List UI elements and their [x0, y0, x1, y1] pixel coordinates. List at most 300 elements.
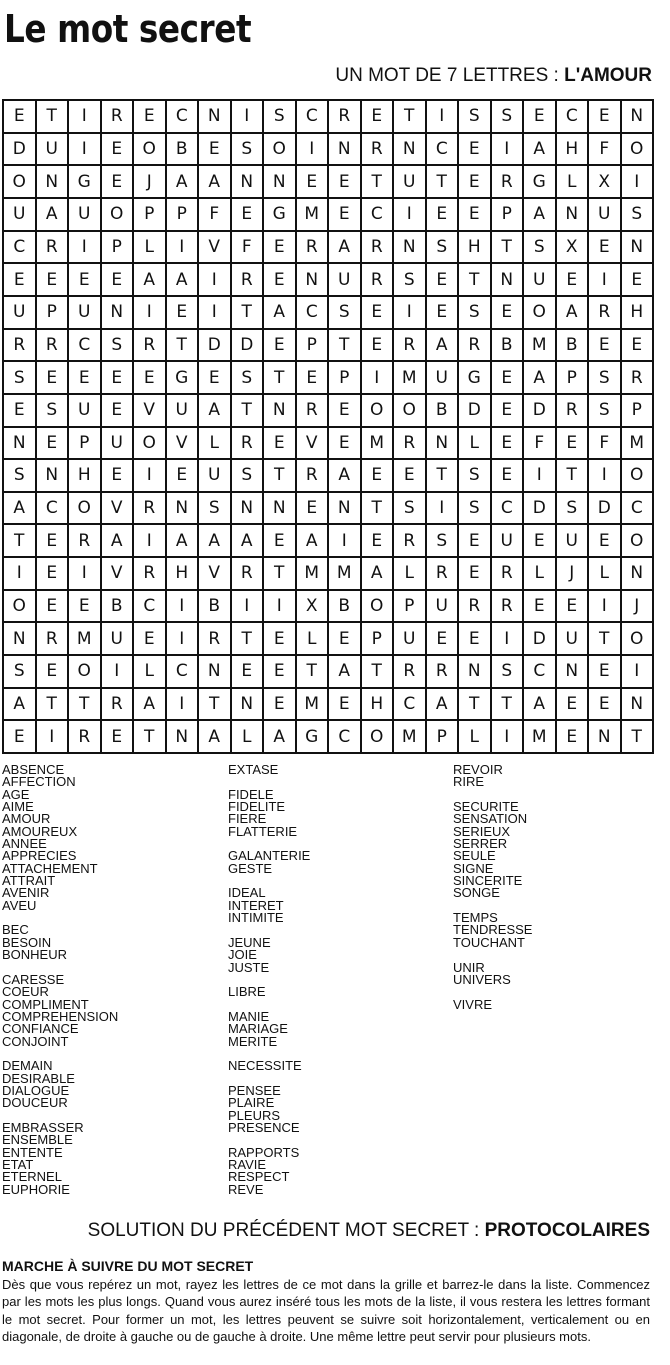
grid-cell[interactable]: E [492, 460, 525, 493]
word-list-item[interactable]: FLATTERIE [228, 823, 298, 839]
grid-cell[interactable]: S [459, 493, 492, 526]
grid-cell[interactable]: I [167, 232, 200, 265]
grid-cell[interactable]: E [102, 134, 135, 167]
grid-cell[interactable]: R [459, 591, 492, 624]
grid-cell[interactable]: P [329, 362, 362, 395]
grid-cell[interactable]: E [37, 525, 70, 558]
grid-cell[interactable]: I [427, 101, 460, 134]
word-list-item[interactable]: AMOUR [2, 811, 51, 827]
grid-cell[interactable]: B [492, 330, 525, 363]
grid-cell[interactable]: N [622, 689, 655, 722]
word-list-item[interactable]: SENSATION [453, 811, 528, 827]
grid-cell[interactable]: E [264, 689, 297, 722]
word-list-item[interactable]: ETAT [2, 1157, 34, 1172]
grid-cell[interactable]: G [69, 166, 102, 199]
grid-cell[interactable]: E [329, 428, 362, 461]
grid-cell[interactable]: R [394, 428, 427, 461]
word-list-item[interactable]: UNIR [453, 959, 485, 975]
grid-cell[interactable]: P [297, 330, 330, 363]
grid-cell[interactable]: I [622, 166, 655, 199]
word-list-item[interactable]: EXTASE [228, 762, 279, 777]
word-list-item[interactable]: COMPREHENSION [2, 1008, 119, 1024]
word-list-item[interactable]: AVENIR [2, 885, 50, 901]
grid-cell[interactable]: S [4, 362, 37, 395]
grid-cell[interactable]: N [394, 134, 427, 167]
grid-cell[interactable]: L [199, 428, 232, 461]
grid-cell[interactable]: N [199, 101, 232, 134]
word-list-item[interactable]: REVOIR [453, 762, 503, 777]
grid-cell[interactable]: E [37, 558, 70, 591]
grid-cell[interactable]: A [524, 362, 557, 395]
grid-cell[interactable]: C [134, 591, 167, 624]
grid-cell[interactable]: X [589, 166, 622, 199]
grid-cell[interactable]: V [199, 232, 232, 265]
grid-cell[interactable]: S [622, 199, 655, 232]
grid-cell[interactable]: H [362, 689, 395, 722]
grid-cell[interactable]: O [362, 591, 395, 624]
grid-cell[interactable]: E [459, 166, 492, 199]
grid-cell[interactable]: A [427, 330, 460, 363]
grid-cell[interactable]: C [167, 656, 200, 689]
grid-cell[interactable]: I [69, 232, 102, 265]
grid-cell[interactable]: T [622, 721, 655, 754]
grid-cell[interactable]: B [329, 591, 362, 624]
grid-cell[interactable]: E [37, 362, 70, 395]
grid-cell[interactable]: I [69, 134, 102, 167]
word-list-item[interactable]: ENSEMBLE [2, 1132, 73, 1148]
grid-cell[interactable]: I [589, 591, 622, 624]
grid-cell[interactable]: C [362, 199, 395, 232]
grid-cell[interactable]: T [232, 297, 265, 330]
grid-cell[interactable]: M [297, 558, 330, 591]
word-list-item[interactable]: FIERE [228, 811, 267, 827]
grid-cell[interactable]: E [264, 232, 297, 265]
word-list-item[interactable]: ETERNEL [2, 1169, 62, 1185]
grid-cell[interactable]: S [492, 101, 525, 134]
grid-cell[interactable]: O [524, 297, 557, 330]
grid-cell[interactable]: V [102, 558, 135, 591]
grid-cell[interactable]: T [167, 330, 200, 363]
word-list-item[interactable]: JOIE [228, 947, 257, 963]
grid-cell[interactable]: R [557, 395, 590, 428]
grid-cell[interactable]: V [199, 558, 232, 591]
grid-cell[interactable]: E [102, 264, 135, 297]
grid-cell[interactable]: E [622, 330, 655, 363]
word-list-item[interactable]: VIVRE [453, 996, 493, 1012]
word-list-item[interactable]: INTIMITE [228, 910, 284, 926]
grid-cell[interactable]: C [394, 689, 427, 722]
word-list-item[interactable]: AIME [2, 799, 34, 815]
grid-cell[interactable]: E [589, 689, 622, 722]
grid-cell[interactable]: N [427, 428, 460, 461]
grid-cell[interactable]: B [199, 591, 232, 624]
grid-cell[interactable]: E [492, 297, 525, 330]
grid-cell[interactable]: S [589, 395, 622, 428]
grid-cell[interactable]: A [524, 689, 557, 722]
grid-cell[interactable]: U [557, 525, 590, 558]
word-list-item[interactable]: PLEURS [228, 1107, 281, 1123]
grid-cell[interactable]: T [459, 689, 492, 722]
grid-cell[interactable]: C [297, 101, 330, 134]
grid-cell[interactable]: U [427, 591, 460, 624]
grid-cell[interactable]: C [329, 721, 362, 754]
grid-cell[interactable]: R [102, 101, 135, 134]
grid-cell[interactable]: I [427, 493, 460, 526]
grid-cell[interactable]: E [69, 264, 102, 297]
grid-cell[interactable]: S [264, 101, 297, 134]
grid-cell[interactable]: V [134, 395, 167, 428]
grid-cell[interactable]: E [167, 460, 200, 493]
grid-cell[interactable]: R [362, 232, 395, 265]
grid-cell[interactable]: I [622, 656, 655, 689]
word-list-item[interactable]: AMOUREUX [2, 823, 78, 839]
grid-cell[interactable]: R [492, 166, 525, 199]
word-list-item[interactable]: NECESSITE [228, 1058, 302, 1074]
grid-cell[interactable]: E [264, 525, 297, 558]
grid-cell[interactable]: U [524, 264, 557, 297]
grid-cell[interactable]: E [362, 330, 395, 363]
word-list-item[interactable]: PRESENCE [228, 1119, 300, 1135]
grid-cell[interactable]: S [459, 297, 492, 330]
grid-cell[interactable]: T [199, 689, 232, 722]
grid-cell[interactable]: E [362, 460, 395, 493]
grid-cell[interactable]: I [589, 460, 622, 493]
grid-cell[interactable]: I [134, 460, 167, 493]
grid-cell[interactable]: T [362, 166, 395, 199]
grid-cell[interactable]: E [37, 656, 70, 689]
grid-cell[interactable]: I [4, 558, 37, 591]
word-list-item[interactable]: GALANTERIE [228, 848, 311, 864]
grid-cell[interactable]: I [394, 199, 427, 232]
word-list-item[interactable]: CARESSE [2, 971, 65, 987]
grid-cell[interactable]: S [427, 232, 460, 265]
grid-cell[interactable]: R [4, 330, 37, 363]
grid-cell[interactable]: M [362, 428, 395, 461]
grid-cell[interactable]: M [524, 330, 557, 363]
grid-cell[interactable]: I [362, 362, 395, 395]
grid-cell[interactable]: O [622, 623, 655, 656]
word-list-item[interactable]: TENDRESSE [453, 922, 533, 938]
grid-cell[interactable]: S [394, 264, 427, 297]
word-list-item[interactable]: REVE [228, 1181, 264, 1197]
word-list-item[interactable]: DOUCEUR [2, 1095, 68, 1111]
grid-cell[interactable]: N [589, 721, 622, 754]
grid-cell[interactable]: N [329, 134, 362, 167]
grid-cell[interactable]: U [199, 460, 232, 493]
grid-cell[interactable]: R [199, 623, 232, 656]
grid-cell[interactable]: H [167, 558, 200, 591]
grid-cell[interactable]: L [297, 623, 330, 656]
grid-cell[interactable]: E [589, 525, 622, 558]
grid-cell[interactable]: U [394, 623, 427, 656]
grid-cell[interactable]: E [427, 623, 460, 656]
grid-cell[interactable]: S [329, 297, 362, 330]
grid-cell[interactable]: P [134, 199, 167, 232]
grid-cell[interactable]: S [232, 134, 265, 167]
grid-cell[interactable]: R [297, 395, 330, 428]
grid-cell[interactable]: O [102, 199, 135, 232]
word-list-item[interactable]: INTERET [228, 897, 284, 913]
grid-cell[interactable]: E [264, 623, 297, 656]
grid-cell[interactable]: A [329, 656, 362, 689]
grid-cell[interactable]: C [69, 330, 102, 363]
grid-cell[interactable]: T [264, 460, 297, 493]
grid-cell[interactable]: A [167, 525, 200, 558]
grid-cell[interactable]: A [199, 395, 232, 428]
word-list-item[interactable]: PLAIRE [228, 1095, 275, 1111]
grid-cell[interactable]: R [37, 232, 70, 265]
grid-cell[interactable]: I [492, 623, 525, 656]
grid-cell[interactable]: I [589, 264, 622, 297]
word-list-item[interactable]: MERITE [228, 1033, 278, 1049]
grid-cell[interactable]: I [134, 525, 167, 558]
word-list-item[interactable]: SERRER [453, 836, 508, 852]
grid-cell[interactable]: T [297, 656, 330, 689]
grid-cell[interactable]: O [69, 493, 102, 526]
word-list-item[interactable]: JEUNE [228, 934, 271, 950]
grid-cell[interactable]: E [4, 264, 37, 297]
grid-cell[interactable]: D [524, 493, 557, 526]
grid-cell[interactable]: N [167, 493, 200, 526]
grid-cell[interactable]: B [427, 395, 460, 428]
grid-cell[interactable]: T [589, 623, 622, 656]
grid-cell[interactable]: L [589, 558, 622, 591]
grid-cell[interactable]: I [134, 297, 167, 330]
grid-cell[interactable]: E [102, 166, 135, 199]
grid-cell[interactable]: E [69, 591, 102, 624]
grid-cell[interactable]: I [524, 460, 557, 493]
grid-cell[interactable]: U [427, 362, 460, 395]
grid-cell[interactable]: U [4, 297, 37, 330]
grid-cell[interactable]: B [167, 134, 200, 167]
grid-cell[interactable]: O [4, 166, 37, 199]
grid-cell[interactable]: N [4, 428, 37, 461]
grid-cell[interactable]: S [459, 101, 492, 134]
grid-cell[interactable]: A [37, 199, 70, 232]
word-list-item[interactable]: GESTE [228, 860, 273, 876]
grid-cell[interactable]: O [4, 591, 37, 624]
word-list-item[interactable]: RESPECT [228, 1169, 290, 1185]
word-list-item[interactable]: RIRE [453, 774, 485, 790]
grid-cell[interactable]: T [232, 623, 265, 656]
grid-cell[interactable]: J [622, 591, 655, 624]
grid-cell[interactable]: E [524, 525, 557, 558]
grid-cell[interactable]: L [134, 656, 167, 689]
grid-cell[interactable]: R [102, 689, 135, 722]
grid-cell[interactable]: E [362, 101, 395, 134]
grid-cell[interactable]: L [394, 558, 427, 591]
grid-cell[interactable]: O [394, 395, 427, 428]
grid-cell[interactable]: C [167, 101, 200, 134]
grid-cell[interactable]: G [167, 362, 200, 395]
grid-cell[interactable]: P [69, 428, 102, 461]
word-list-item[interactable]: AGE [2, 786, 30, 802]
grid-cell[interactable]: O [264, 134, 297, 167]
grid-cell[interactable]: G [459, 362, 492, 395]
grid-cell[interactable]: R [394, 330, 427, 363]
grid-cell[interactable]: D [589, 493, 622, 526]
grid-cell[interactable]: I [69, 558, 102, 591]
grid-cell[interactable]: T [362, 656, 395, 689]
grid-cell[interactable]: E [524, 591, 557, 624]
grid-cell[interactable]: T [264, 558, 297, 591]
grid-cell[interactable]: E [37, 264, 70, 297]
grid-cell[interactable]: U [69, 297, 102, 330]
grid-cell[interactable]: A [102, 525, 135, 558]
word-list-item[interactable]: SERIEUX [453, 823, 511, 839]
grid-cell[interactable]: E [297, 493, 330, 526]
grid-cell[interactable]: U [589, 199, 622, 232]
grid-cell[interactable]: R [492, 558, 525, 591]
grid-cell[interactable]: E [102, 395, 135, 428]
grid-cell[interactable]: R [492, 591, 525, 624]
grid-cell[interactable]: N [264, 166, 297, 199]
grid-cell[interactable]: R [232, 428, 265, 461]
grid-cell[interactable]: T [557, 460, 590, 493]
grid-cell[interactable]: E [102, 460, 135, 493]
grid-cell[interactable]: R [427, 656, 460, 689]
grid-cell[interactable]: M [329, 558, 362, 591]
grid-cell[interactable]: O [69, 656, 102, 689]
word-list-item[interactable]: ANNEE [2, 836, 47, 852]
grid-cell[interactable]: E [264, 656, 297, 689]
grid-cell[interactable]: E [589, 232, 622, 265]
word-list-item[interactable]: AFFECTION [2, 774, 76, 790]
grid-cell[interactable]: N [4, 623, 37, 656]
grid-cell[interactable]: O [622, 134, 655, 167]
grid-cell[interactable]: P [37, 297, 70, 330]
grid-cell[interactable]: N [622, 558, 655, 591]
grid-cell[interactable]: A [199, 525, 232, 558]
grid-cell[interactable]: S [589, 362, 622, 395]
grid-cell[interactable]: R [134, 330, 167, 363]
grid-cell[interactable]: T [134, 721, 167, 754]
grid-cell[interactable]: L [134, 232, 167, 265]
grid-cell[interactable]: U [4, 199, 37, 232]
grid-cell[interactable]: U [167, 395, 200, 428]
grid-cell[interactable]: V [102, 493, 135, 526]
grid-cell[interactable]: E [459, 525, 492, 558]
grid-cell[interactable]: U [102, 428, 135, 461]
grid-cell[interactable]: N [102, 297, 135, 330]
word-list-item[interactable]: JUSTE [228, 959, 270, 975]
grid-cell[interactable]: M [622, 428, 655, 461]
grid-cell[interactable]: X [557, 232, 590, 265]
grid-cell[interactable]: D [524, 623, 557, 656]
grid-cell[interactable]: E [329, 689, 362, 722]
grid-cell[interactable]: I [232, 591, 265, 624]
grid-cell[interactable]: A [524, 199, 557, 232]
grid-cell[interactable]: P [557, 362, 590, 395]
grid-cell[interactable]: M [297, 199, 330, 232]
grid-cell[interactable]: S [4, 656, 37, 689]
grid-cell[interactable]: L [524, 558, 557, 591]
grid-cell[interactable]: A [427, 689, 460, 722]
word-list-item[interactable]: SONGE [453, 885, 500, 901]
grid-cell[interactable]: N [232, 493, 265, 526]
grid-cell[interactable]: T [427, 460, 460, 493]
grid-cell[interactable]: E [362, 297, 395, 330]
grid-cell[interactable]: I [329, 525, 362, 558]
grid-cell[interactable]: E [264, 330, 297, 363]
grid-cell[interactable]: R [134, 558, 167, 591]
word-list-item[interactable]: ATTRAIT [2, 873, 56, 889]
grid-cell[interactable]: T [232, 395, 265, 428]
grid-cell[interactable]: T [329, 330, 362, 363]
grid-cell[interactable]: H [622, 297, 655, 330]
grid-cell[interactable]: E [459, 558, 492, 591]
grid-cell[interactable]: T [4, 525, 37, 558]
grid-cell[interactable]: I [167, 689, 200, 722]
grid-cell[interactable]: L [557, 166, 590, 199]
grid-cell[interactable]: C [4, 232, 37, 265]
grid-cell[interactable]: M [524, 721, 557, 754]
grid-cell[interactable]: E [102, 362, 135, 395]
word-list-item[interactable]: SEULE [453, 848, 496, 864]
grid-cell[interactable]: R [37, 623, 70, 656]
word-list-item[interactable]: DIALOGUE [2, 1082, 70, 1098]
grid-cell[interactable]: E [589, 101, 622, 134]
grid-cell[interactable]: N [459, 656, 492, 689]
grid-cell[interactable]: A [134, 689, 167, 722]
grid-cell[interactable]: O [622, 460, 655, 493]
word-list-item[interactable]: BESOIN [2, 934, 52, 950]
word-list-item[interactable]: DEMAIN [2, 1058, 53, 1074]
grid-cell[interactable]: S [394, 493, 427, 526]
grid-cell[interactable]: A [329, 232, 362, 265]
grid-cell[interactable]: P [394, 591, 427, 624]
grid-cell[interactable]: A [167, 166, 200, 199]
grid-cell[interactable]: U [102, 623, 135, 656]
grid-cell[interactable]: E [492, 395, 525, 428]
grid-cell[interactable]: E [557, 428, 590, 461]
grid-cell[interactable]: A [199, 166, 232, 199]
grid-cell[interactable]: F [589, 134, 622, 167]
grid-cell[interactable]: A [167, 264, 200, 297]
grid-cell[interactable]: V [297, 428, 330, 461]
grid-cell[interactable]: N [622, 232, 655, 265]
grid-cell[interactable]: E [589, 656, 622, 689]
word-list-item[interactable]: AVEU [2, 897, 37, 913]
grid-cell[interactable]: V [167, 428, 200, 461]
word-list-item[interactable]: UNIVERS [453, 971, 511, 987]
grid-cell[interactable]: P [622, 395, 655, 428]
grid-cell[interactable]: I [102, 656, 135, 689]
grid-cell[interactable]: C [557, 101, 590, 134]
grid-cell[interactable]: F [199, 199, 232, 232]
grid-cell[interactable]: R [69, 721, 102, 754]
grid-cell[interactable]: P [492, 199, 525, 232]
grid-cell[interactable]: T [37, 101, 70, 134]
grid-cell[interactable]: R [232, 264, 265, 297]
grid-cell[interactable]: N [329, 493, 362, 526]
grid-cell[interactable]: A [362, 558, 395, 591]
grid-cell[interactable]: R [394, 656, 427, 689]
grid-cell[interactable]: E [264, 428, 297, 461]
grid-cell[interactable]: A [524, 134, 557, 167]
grid-cell[interactable]: E [427, 264, 460, 297]
grid-cell[interactable]: U [492, 525, 525, 558]
grid-cell[interactable]: E [622, 264, 655, 297]
grid-cell[interactable]: P [167, 199, 200, 232]
grid-cell[interactable]: S [232, 362, 265, 395]
word-list-item[interactable]: CONFIANCE [2, 1021, 79, 1037]
grid-cell[interactable]: N [394, 232, 427, 265]
grid-cell[interactable]: E [329, 199, 362, 232]
grid-cell[interactable]: C [427, 134, 460, 167]
grid-cell[interactable]: S [4, 460, 37, 493]
grid-cell[interactable]: S [492, 656, 525, 689]
